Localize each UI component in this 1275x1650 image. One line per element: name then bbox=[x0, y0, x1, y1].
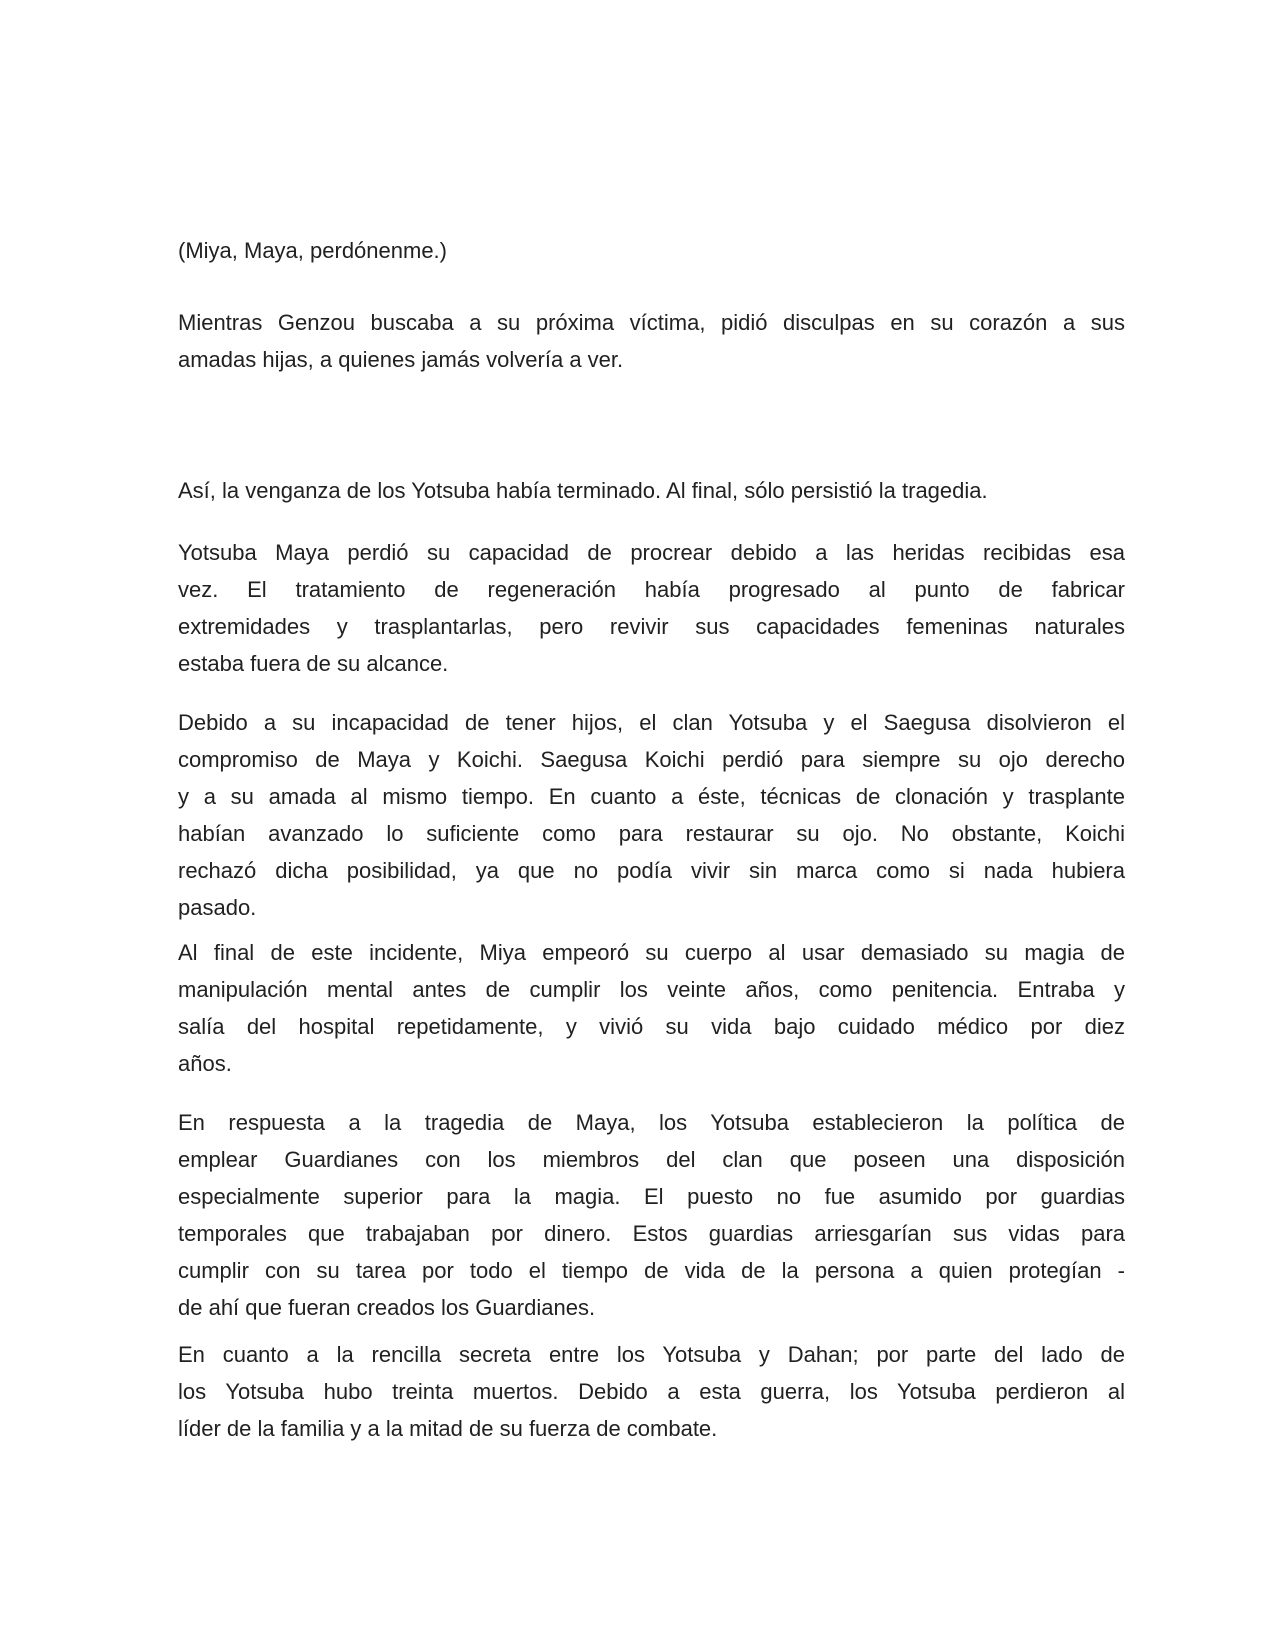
text-line: manipulación mental antes de cumplir los veinte años, como penitencia. Entraba y bbox=[178, 977, 1125, 1002]
document-text bbox=[178, 0, 1125, 1650]
text-line: los Yotsuba hubo treinta muertos. Debido a esta guerra, los Yotsuba perdieron al bbox=[178, 1379, 1125, 1404]
text-line: (Miya, Maya, perdónenme.) bbox=[178, 238, 447, 263]
text-line: En respuesta a la tragedia de Maya, los Yotsuba establecieron la política de bbox=[178, 1110, 1125, 1135]
paragraph bbox=[178, 534, 1125, 682]
text-line: años. bbox=[178, 1051, 232, 1076]
text-line: extremidades y trasplantarlas, pero revivir sus capacidades femeninas naturales bbox=[178, 614, 1125, 639]
text-line: de ahí que fueran creados los Guardianes. bbox=[178, 1295, 596, 1320]
paragraph bbox=[178, 232, 1125, 269]
text-line: Al final de este incidente, Miya empeoró su cuerpo al usar demasiado su magia de bbox=[178, 940, 1125, 965]
paragraph bbox=[178, 304, 1125, 378]
paragraph bbox=[178, 1336, 1125, 1447]
text-line: cumplir con su tarea por todo el tiempo de vida de la persona a quien protegían - bbox=[178, 1258, 1125, 1283]
text-line: Debido a su incapacidad de tener hijos, el clan Yotsuba y el Saegusa disolvieron el bbox=[178, 710, 1125, 735]
paragraph bbox=[178, 934, 1125, 1082]
text-line: amadas hijas, a quienes jamás volvería a ver. bbox=[178, 347, 624, 372]
text-line: habían avanzado lo suficiente como para restaurar su ojo. No obstante, Koichi bbox=[178, 821, 1125, 846]
paragraph bbox=[178, 1104, 1125, 1326]
paragraph bbox=[178, 472, 1125, 509]
text-line: rechazó dicha posibilidad, ya que no podía vivir sin marca como si nada hubiera bbox=[178, 858, 1125, 883]
text-line: líder de la familia y a la mitad de su fuerza de combate. bbox=[178, 1416, 718, 1441]
text-line: y a su amada al mismo tiempo. En cuanto a éste, técnicas de clonación y trasplante bbox=[178, 784, 1125, 809]
text-line: Yotsuba Maya perdió su capacidad de procrear debido a las heridas recibidas esa bbox=[178, 540, 1125, 565]
text-line: temporales que trabajaban por dinero. Estos guardias arriesgarían sus vidas para bbox=[178, 1221, 1125, 1246]
text-line: emplear Guardianes con los miembros del clan que poseen una disposición bbox=[178, 1147, 1125, 1172]
text-line: En cuanto a la rencilla secreta entre los Yotsuba y Dahan; por parte del lado de bbox=[178, 1342, 1125, 1367]
text-line: especialmente superior para la magia. El puesto no fue asumido por guardias bbox=[178, 1184, 1125, 1209]
text-line: vez. El tratamiento de regeneración había progresado al punto de fabricar bbox=[178, 577, 1125, 602]
text-line: compromiso de Maya y Koichi. Saegusa Koichi perdió para siempre su ojo derecho bbox=[178, 747, 1125, 772]
text-line: Mientras Genzou buscaba a su próxima víctima, pidió disculpas en su corazón a sus bbox=[178, 310, 1125, 335]
text-line: estaba fuera de su alcance. bbox=[178, 651, 449, 676]
text-line: pasado. bbox=[178, 895, 257, 920]
text-line: Así, la venganza de los Yotsuba había terminado. Al final, sólo persistió la tragedia. bbox=[178, 478, 988, 503]
paragraph bbox=[178, 704, 1125, 926]
text-line: salía del hospital repetidamente, y vivió su vida bajo cuidado médico por diez bbox=[178, 1014, 1125, 1039]
